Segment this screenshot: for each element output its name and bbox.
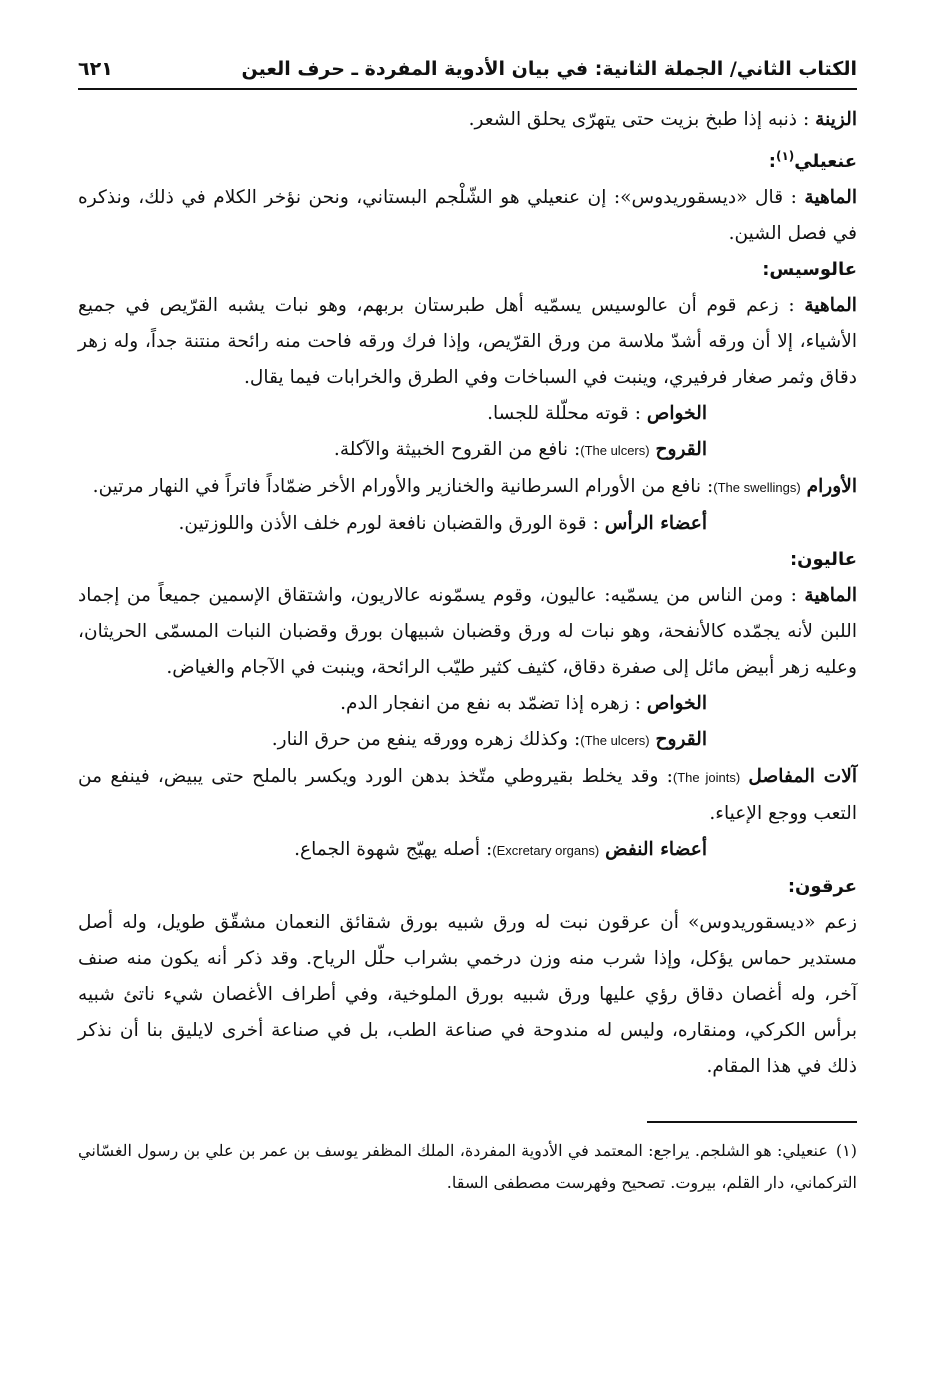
- entry-text: : نافع من القروح الخبيثة والآكلة.: [333, 439, 581, 460]
- english-gloss: (The ulcers): [580, 733, 650, 748]
- footnote-divider: [647, 1121, 857, 1123]
- entry-text: : قال «ديسقوريدوس»: إن عنعيلي هو الشّلْجم البستاني، ونحن نؤخر الكلام في ذلك، ونذكره في فصل الشين.: [78, 187, 857, 244]
- entry-term: الزينة: [815, 109, 857, 130]
- entry-term: الخواص: [646, 403, 707, 424]
- heading-text: عرقون:: [787, 876, 857, 897]
- footnote-ref: (١): [775, 149, 795, 163]
- entry-paragraph: [78, 288, 857, 396]
- entry-paragraph: [78, 759, 857, 832]
- footnote-number: (١): [835, 1141, 858, 1160]
- entry-paragraph: [78, 180, 857, 252]
- entry-paragraph: [78, 686, 857, 722]
- entry-heading: [78, 252, 857, 288]
- entry-heading: [78, 138, 857, 180]
- entry-term: القروح: [655, 729, 707, 750]
- entry-text: : ومن الناس من يسمّيه: عاليون، وقوم يسمّونه عالاريون، واشتقاق الإسمين جميعاً من إجماد اللبن لأنه يجمّده كالأنفحة، وهو نبات له ورق وقضبان شبيهان بورق وقضبان النبات المسمّى الحريثان، وعليه زهر أبيض مائل إلى صفرة دقاق، كثيف كثير طيّب الرائحة، وينبت في الآجام والغياض.: [78, 585, 857, 678]
- entry-term: القروح: [655, 439, 707, 460]
- entry-text: : أصله يهيّج شهوة الجماع.: [294, 839, 493, 860]
- entry-paragraph: [78, 506, 857, 542]
- footnote-text: عنعيلي: هو الشلجم. يراجع: المعتمد في الأدوية المفردة، الملك المظفر يوسف بن عمر بن علي بن رسول الغسّاني التركماني، دار القلم، بيروت. تصحيح وفهرست مصطفى السقا.: [78, 1141, 857, 1192]
- entry-term: أعضاء الرأس: [604, 513, 707, 534]
- english-gloss: (Excretary organs): [492, 843, 600, 858]
- header-title: الكتاب الثاني/ الجملة الثانية: في بيان الأدوية المفردة ـ حرف العين: [241, 58, 857, 80]
- entry-term: الخواص: [646, 693, 707, 714]
- entry-paragraph: [78, 469, 857, 506]
- entry-text: : وكذلك زهره وورقه ينفع من حرق النار.: [271, 729, 581, 750]
- page-number: ٦٢١: [78, 58, 113, 80]
- footnote: [78, 1135, 857, 1199]
- english-gloss: (The ulcers): [580, 443, 650, 458]
- entry-text: : زهره إذا تضمّد به نفع من انفجار الدم.: [340, 693, 641, 714]
- heading-text: عاليون:: [789, 549, 857, 570]
- english-gloss: (The swellings): [713, 480, 801, 495]
- entry-term: أعضاء النفض: [605, 839, 707, 860]
- entry-text: : قوة الورق والقضبان نافعة لورم خلف الأذن واللوزتين.: [178, 513, 599, 534]
- entry-text: : قوته محلّلة للجسا.: [487, 403, 641, 424]
- heading-text: عالوسيس:: [762, 259, 857, 280]
- entry-text: : وقد يخلط بقيروطي متّخذ بدهن الورد ويكسر بالملح حتى يبيض، فينفع من التعب ووجع الإعياء.: [78, 766, 857, 824]
- entry-term: الأورام: [806, 476, 857, 497]
- entry-term: الماهية: [804, 585, 857, 606]
- entry-term: الماهية: [804, 187, 857, 208]
- heading-colon: :: [768, 151, 776, 172]
- entry-paragraph: [78, 905, 857, 1085]
- entry-heading: [78, 542, 857, 578]
- entry-paragraph: [78, 578, 857, 686]
- page-body: [78, 102, 857, 1085]
- entry-paragraph: [78, 396, 857, 432]
- entry-paragraph: [78, 102, 857, 138]
- entry-term: آلات المفاصل: [748, 766, 857, 787]
- entry-text: : زعم قوم أن عالوسيس يسمّيه أهل طبرستان بربهم، وهو نبات يشبه القرّيص في جميع الأشياء، إلا أن ورقه أشدّ ملاسة من ورق القرّيص، وإذا فرك ورقه فاحت منه رائحة منتنة جداً، وله زهر دقاق وثمر صغار فرفيري، وينبت في السباخات وفي الطرق والخرابات فيما يقال.: [78, 295, 857, 388]
- entry-term: الماهية: [804, 295, 857, 316]
- entry-text: : ذنبه إذا طبخ بزيت حتى يتهرّى يحلق الشعر.: [468, 109, 810, 130]
- heading-text: عنعيلي: [794, 151, 857, 172]
- english-gloss: (The joints): [672, 770, 741, 785]
- running-header: [78, 58, 857, 90]
- entry-paragraph: [78, 722, 857, 759]
- entry-paragraph: [78, 432, 857, 469]
- entry-paragraph: [78, 832, 857, 869]
- entry-text: زعم «ديسقوريدوس» أن عرقون نبت له ورق شبيه بورق شقائق النعمان مشقّق طويل، وله أصل مستدير حماس يؤكل، وإذا شرب منه وزن درخمي بشراب حلّل الرياح. وقد ذكر أنه يكون منه صنف آخر، وله أغصان دقاق رؤي عليها ورق شبيه بورق الملوخية، وفي أطراف الأغصان شيء ناتئ شبيه برأس الكركي، ومنقاره، وليس له مندوحة في صناعة الطب، بل في صناعة أخرى لايليق بنا أن نذكر ذلك في هذا المقام.: [78, 912, 857, 1077]
- entry-heading: [78, 869, 857, 905]
- entry-text: : نافع من الأورام السرطانية والخنازير والأورام الأخر ضمّاداً فاتراً في النهار مرتين.: [92, 476, 714, 497]
